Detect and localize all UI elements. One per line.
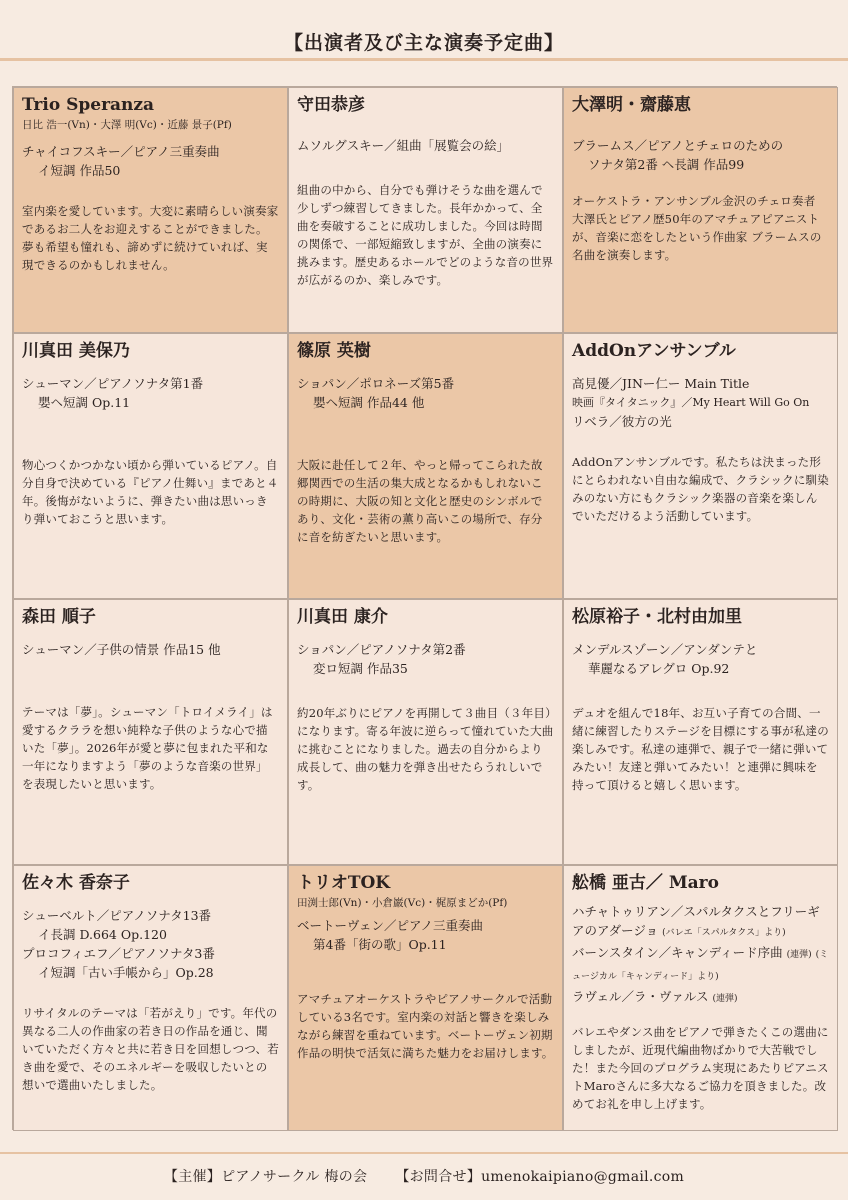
page-header [0,0,848,64]
contact-label: 【お問合せ】umenokaipiano@gmail.com [395,1169,685,1185]
performer-name: 守田恭彦 [297,95,365,115]
program-line: 嬰ヘ短調 Op.11 [38,395,131,410]
performer-card [288,333,563,599]
page-footer [0,1152,848,1200]
performer-name: 篠原 英樹 [297,341,371,361]
performer-name: トリオTOK [297,873,391,893]
header-divider [0,58,848,61]
performer-card [288,599,563,865]
program-list [297,916,554,954]
program-line: (連弾) [786,950,812,960]
program-line: 映画『タイタニック』／My Heart Will Go On [572,396,810,409]
program-list [297,640,554,678]
program-line: メンデルスゾーン／アンダンテと [572,642,758,657]
program-list [22,906,279,982]
program-line: シューマン／ピアノソナタ第1番 [22,376,204,391]
program-list [22,142,279,180]
performer-name: 森田 順子 [22,607,96,627]
footer-text [0,1166,848,1186]
program-line: 華麗なるアレグロ Op.92 [588,661,730,676]
program-line: 嬰ヘ短調 作品44 他 [313,395,425,410]
program-line: 高見優／JINー仁ー Main Title [572,376,750,391]
program-line: イ短調「古い手帳から」Op.28 [38,965,214,980]
performer-name: 舩橋 亜古／ Maro [572,873,719,893]
performer-members: 田渕士郎(Vn)・小倉巌(Vc)・梶原まどか(Pf) [297,897,508,909]
program-list [572,136,829,174]
program-line: プロコフィエフ／ピアノソナタ3番 [22,946,215,961]
program-list [297,136,554,155]
performer-description: デュオを組んで18年、お互い子育ての合間、一緒に練習したりステージを目標にする事が私達の楽しみです。私達の連弾で、親子で一緒に弾いてみたい！友達と弾いてみたい！と連弾に興味を持って頂けると嬉しく思います。 [572,706,829,792]
program-list [297,374,554,412]
page-title: 【出演者及び主な演奏予定曲】 [283,32,564,54]
performer-card [563,865,838,1131]
performer-card [13,87,288,333]
program-line: ムソルグスキー／組曲「展覧会の絵」 [297,138,510,153]
performer-name: Trio Speranza [22,95,155,115]
program-line: イ短調 作品50 [38,163,121,178]
program-line: チャイコフスキー／ピアノ三重奏曲 [22,144,220,159]
performer-description: 物心つくかつかない頃から弾いているピアノ。自分自身で決めている『ピアノ仕舞い』まであと４年。後悔がないように、弾きたい曲は思いっきり弾いておこうと思います。 [22,458,279,526]
performer-description: 大阪に赴任して２年、やっと帰ってこられた故郷関西での生活の集大成となるかもしれないこの時期に、大阪の知と文化と歴史のシンボルであり、文化・芸術の薫り高いこの場所で、存分に音を紡ぎたいと思います。 [297,458,543,544]
performer-card [13,599,288,865]
performer-description: 組曲の中から、自分でも弾けそうな曲を選んで少しずつ練習してきました。長年かかって、全曲を奏破することに成功しました。今回は時間の関係で、一部短縮致しますが、全曲の演奏に挑みます。歴史あるホールでどのような音の世界が広がるのか、楽しみです。 [297,183,554,287]
performer-description: バレエやダンス曲をピアノで弾きたくこの選曲にしましたが、近現代編曲物ばかりで大苦戦でした！また今回のプログラム実現にあたりピアニストMaroさんに多大なるご協力を頂きました。改めてお礼を申し上げます。 [572,1025,829,1111]
performer-name: 川真田 美保乃 [22,341,130,361]
performer-card [13,865,288,1131]
program-list [572,374,829,431]
program-line: ソナタ第2番 ヘ長調 作品99 [588,157,745,172]
program-line: ブラームス／ピアノとチェロのための [572,138,784,153]
performer-description: オーケストラ・アンサンブル金沢のチェロ奏者 大澤氏とピアノ歴50年のアマチュアピアニストが、音楽に恋をしたという作曲家 ブラームスの名曲を演奏します。 [572,194,822,262]
performer-name: AddOnアンサンブル [572,341,736,361]
program-line: シューベルト／ピアノソナタ13番 [22,908,212,923]
performer-card [563,599,838,865]
program-list [572,640,829,678]
performer-card [288,865,563,1131]
program-line: ショパン／ピアノソナタ第2番 [297,642,466,657]
performer-grid [12,86,837,1130]
performer-card [288,87,563,333]
performer-card [563,87,838,333]
program-line: (ミュージカル「キャンディード」より) [572,950,829,982]
performer-description: テーマは「夢」。シューマン「トロイメライ」は愛するクララを想い純粋な子供のような心で描いた「夢」。2026年が愛と夢に包まれた平和な一年になりますよう「夢のような音楽の世界」を表現したいと思います。 [22,705,273,791]
program-line: ハチャトゥリアン／スパルタクスとフリーギアのアダージョ [572,904,820,938]
performer-description: 室内楽を愛しています。大変に素晴らしい演奏家であるお二人をお迎えすることができました。夢も希望も憧れも、諦めずに続けていれば、実現できるのかもしれません。 [22,204,279,272]
program-list [22,640,279,659]
performer-card [13,333,288,599]
footer-divider [0,1152,848,1154]
performer-name: 佐々木 香奈子 [22,873,130,893]
performer-description: 約20年ぶりにピアノを再開して３曲目（３年目）になります。寄る年波に逆らって憧れていた大曲に挑むことになりました。過去の自分からより成長して、曲の魅力を弾き出せたらうれしいです。 [297,706,554,792]
organizer-label: 【主催】ピアノサークル 梅の会 [163,1169,368,1185]
performer-name: 松原裕子・北村由加里 [572,607,742,627]
performer-card [563,333,838,599]
program-line: (連弾) [712,994,738,1004]
performer-name: 大澤明・齋藤恵 [572,95,691,115]
performer-name: 川真田 康介 [297,607,388,627]
program-line: ベートーヴェン／ピアノ三重奏曲 [297,918,484,933]
program-list [572,902,829,1009]
program-line: シューマン／子供の情景 作品15 他 [22,642,221,657]
program-line: 第4番「街の歌」Op.11 [313,937,447,952]
program-line: (バレエ「スパルタクス」より) [662,928,786,938]
performer-description: アマチュアオーケストラやピアノサークルで活動している3名です。室内楽の対話と響きを楽しみながら練習を重ねています。ベートーヴェン初期作品の明快で活気に満ちた魅力をお届けします。 [297,992,554,1060]
program-line: ショパン／ポロネーズ第5番 [297,376,455,391]
program-line: リベラ／彼方の光 [572,414,672,429]
performer-members: 日比 浩一(Vn)・大澤 明(Vc)・近藤 景子(Pf) [22,119,232,131]
program-line: バーンスタイン／キャンディード序曲 [572,945,783,960]
program-line: イ長調 D.664 Op.120 [38,927,167,942]
program-line: 変ロ短調 作品35 [313,661,408,676]
program-line: ラヴェル／ラ・ヴァルス [572,989,709,1004]
program-list [22,374,279,412]
performer-description: AddOnアンサンブルです。私たちは決まった形にとらわれない自由な編成で、クラシックに馴染みのない方にもクラシック楽器の音楽を楽しんでいただけるよう活動しています。 [572,455,829,523]
performer-description: リサイタルのテーマは「若がえり」です。年代の異なる二人の作曲家の若き日の作品を通じ、聞いていただく方々と共に若き日を回想しつつ、若き曲を愛で、そのエネルギーを吸収したいとの想いで選曲いたしました。 [22,1006,279,1092]
